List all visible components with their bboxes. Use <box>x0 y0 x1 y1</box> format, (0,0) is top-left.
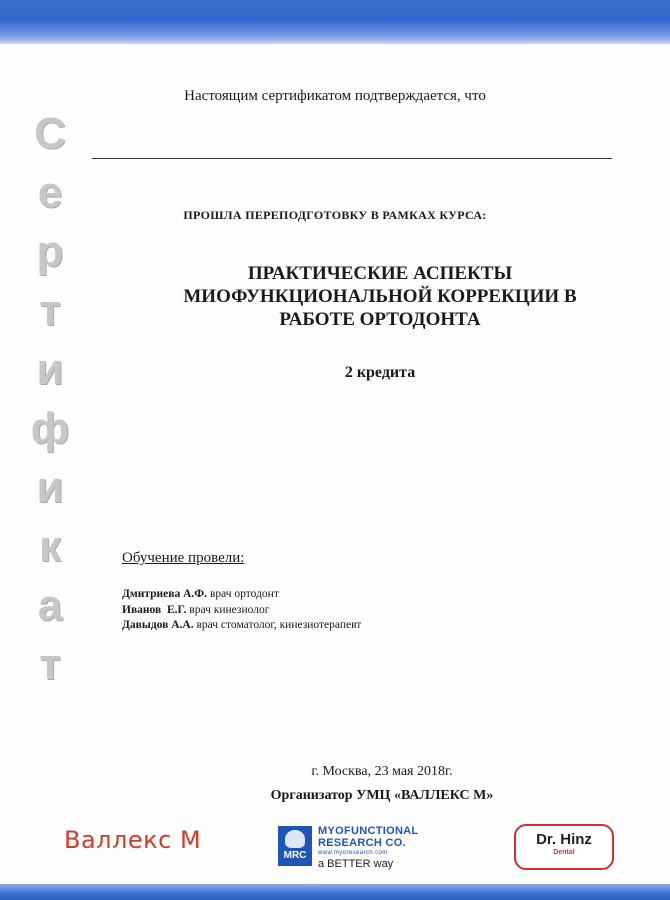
teacher-name: Давыдов А.А. <box>122 619 194 631</box>
teachers-heading: Обучение провели: <box>122 550 245 566</box>
vertical-letter: а <box>37 581 63 630</box>
top-blue-band <box>0 0 670 44</box>
vertical-letter: е <box>37 168 63 217</box>
vertical-letter: р <box>36 227 64 276</box>
vertical-letter: т <box>39 640 61 689</box>
organizer: Организатор УМЦ «ВАЛЛЕКС М» <box>270 788 494 803</box>
certificate-intro-text: Настоящим сертификатом подтверждается, что <box>184 88 486 104</box>
hinz-name: Dr. Hinz <box>536 831 592 848</box>
vertical-letter: С <box>34 109 66 158</box>
mrc-url: www.myoresearch.com <box>318 850 388 856</box>
vertical-letter: ф <box>30 404 70 453</box>
course-title <box>120 262 640 331</box>
bottom-blue-band <box>0 884 670 900</box>
mrc-abbr: MRC <box>283 850 307 861</box>
mrc-name-line1: MYOFUNCTIONAL <box>318 825 419 837</box>
credits-amount: 2 кредита <box>344 364 416 381</box>
mrc-logo <box>278 824 448 872</box>
course-intro-heading: ПРОШЛА ПЕРЕПОДГОТОВКУ В РАМКАХ КУРСА: <box>183 208 487 222</box>
mrc-emblem <box>278 826 312 866</box>
teacher-entry <box>122 603 361 619</box>
vertical-certificate-word <box>26 104 74 694</box>
vallex-logo: Валлекс М <box>64 826 202 854</box>
teachers-list <box>122 587 361 634</box>
course-title-line: ПРАКТИЧЕСКИЕ АСПЕКТЫ <box>247 263 513 284</box>
teacher-name: Дмитриева А.Ф. <box>122 588 208 600</box>
teacher-name: Иванов Е.Г. <box>122 603 187 616</box>
teacher-role: врач ортодонт <box>209 588 279 600</box>
teacher-entry <box>122 587 361 603</box>
teacher-role: врач стоматолог, кинезиотерапевт <box>196 619 362 631</box>
mrc-slogan: a BETTER way <box>318 858 394 870</box>
course-title-line: МИОФУНКЦИОНАЛЬНОЙ КОРРЕКЦИИ В <box>183 286 577 307</box>
dr-hinz-logo <box>514 824 614 870</box>
vertical-letter: т <box>39 286 61 335</box>
recipient-name-line <box>92 158 612 159</box>
city-date: г. Москва, 23 мая 2018г. <box>311 764 453 779</box>
hinz-sub: Dental <box>553 849 575 856</box>
course-title-line: РАБОТЕ ОРТОДОНТА <box>279 309 481 330</box>
vertical-letter: к <box>38 522 62 571</box>
mrc-name-line2: RESEARCH CO. <box>318 837 406 849</box>
face-icon <box>285 830 305 848</box>
vertical-letter: и <box>36 463 64 512</box>
vertical-letter: и <box>36 345 64 394</box>
teacher-entry <box>122 618 361 634</box>
teacher-role: врач кинезиолог <box>189 603 270 616</box>
